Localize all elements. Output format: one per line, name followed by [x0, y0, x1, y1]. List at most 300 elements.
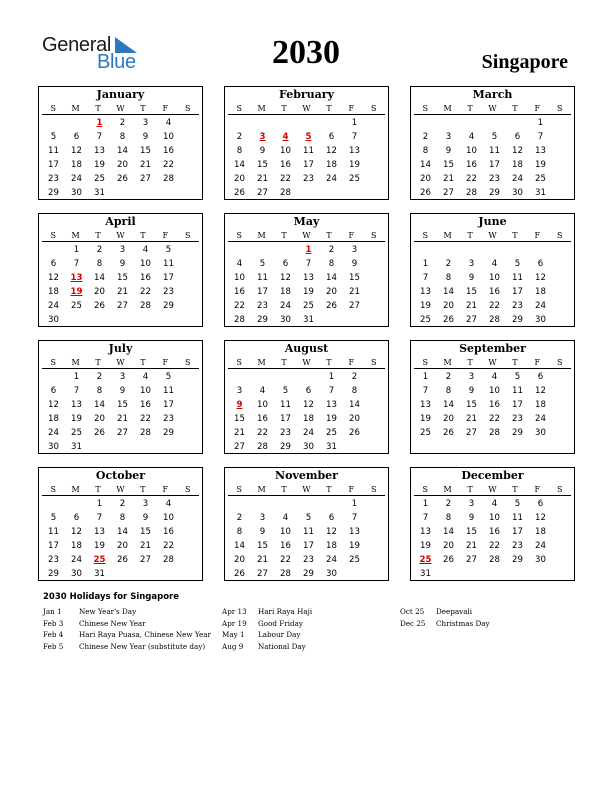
day-cell: 24: [535, 541, 546, 551]
day-cell: 28: [466, 188, 477, 198]
day-cell: 11: [48, 527, 59, 537]
day-cell: 12: [535, 273, 546, 283]
day-cell: 31: [303, 315, 314, 325]
day-cell: 12: [512, 146, 523, 156]
day-cell: 21: [466, 301, 477, 311]
weekday-label: W: [116, 358, 125, 367]
weekday-label: S: [557, 485, 563, 494]
weekday-label: M: [71, 231, 80, 240]
day-cell: 20: [349, 414, 360, 424]
empty-day-cell: [42, 116, 65, 130]
day-cell: 12: [280, 273, 291, 283]
month-title: February: [278, 88, 334, 101]
day-cell: 26: [234, 569, 245, 579]
day-cell: 29: [163, 301, 174, 311]
day-cell: 7: [96, 132, 103, 142]
holiday-item: [43, 629, 211, 641]
empty-day-cell: [414, 243, 437, 257]
day-cell: 9: [259, 527, 266, 537]
empty-day-cell: [274, 370, 297, 384]
day-cell: 20: [443, 541, 454, 551]
day-cell: 19: [349, 160, 360, 170]
holiday-name: Labour Day: [258, 630, 301, 639]
day-cell: 20: [234, 555, 245, 565]
day-cell: 30: [303, 442, 314, 452]
day-cell: 7: [73, 259, 80, 269]
weekday-label: M: [443, 231, 452, 240]
day-cell: 16: [140, 273, 151, 283]
day-cell: 20: [443, 301, 454, 311]
day-grid: [42, 370, 199, 454]
day-cell: 22: [280, 174, 291, 184]
day-cell: 2: [96, 245, 103, 255]
empty-day-cell: [42, 243, 65, 257]
day-cell: 8: [96, 386, 103, 396]
day-cell: 25: [420, 428, 431, 438]
weekday-label: S: [50, 104, 56, 113]
day-cell: 3: [142, 499, 149, 509]
day-cell: 21: [257, 555, 268, 565]
weekday-label: W: [116, 104, 125, 113]
day-cell: 20: [443, 414, 454, 424]
holiday-day-cell: 1: [96, 118, 103, 128]
day-cell: 31: [71, 442, 82, 452]
day-cell: 30: [48, 442, 59, 452]
holiday-day-cell: 5: [305, 132, 312, 142]
month-february: [224, 86, 389, 200]
weekday-label: T: [467, 485, 473, 494]
weekday-label: W: [488, 358, 497, 367]
weekday-label: M: [257, 485, 266, 494]
holiday-item: [222, 629, 312, 641]
weekday-label: T: [326, 104, 332, 113]
day-cell: 21: [443, 174, 454, 184]
weekday-label: T: [95, 231, 101, 240]
day-cell: 22: [489, 414, 500, 424]
day-cell: 16: [466, 160, 477, 170]
day-cell: 11: [303, 146, 314, 156]
holiday-item: [400, 618, 490, 630]
day-cell: 7: [422, 386, 429, 396]
weekday-label: T: [140, 485, 146, 494]
day-cell: 24: [71, 174, 82, 184]
holiday-date: Oct 25: [400, 607, 425, 616]
holiday-column: [400, 606, 490, 629]
day-cell: 3: [259, 513, 266, 523]
holiday-date: Aug 9: [222, 641, 244, 651]
day-cell: 29: [489, 188, 500, 198]
weekday-label: M: [257, 358, 266, 367]
day-cell: 9: [119, 386, 126, 396]
month-november: [224, 467, 389, 581]
day-cell: 2: [445, 372, 452, 382]
day-cell: 23: [512, 414, 523, 424]
day-cell: 16: [280, 160, 291, 170]
day-cell: 7: [73, 386, 80, 396]
day-cell: 6: [50, 386, 57, 396]
weekday-header-row: [42, 356, 199, 369]
day-cell: 9: [445, 146, 452, 156]
day-grid: [228, 370, 385, 454]
weekday-label: F: [348, 485, 355, 494]
weekday-label: S: [185, 485, 191, 494]
weekday-label: W: [488, 104, 497, 113]
day-cell: 23: [489, 174, 500, 184]
day-cell: 1: [422, 499, 429, 509]
day-cell: 26: [349, 428, 360, 438]
holiday-date: Apr 13: [222, 607, 247, 616]
day-cell: 6: [537, 372, 544, 382]
day-cell: 3: [468, 259, 475, 269]
month-title: March: [472, 88, 513, 101]
day-cell: 21: [466, 414, 477, 424]
day-cell: 8: [236, 527, 243, 537]
weekday-header-row: [42, 229, 199, 242]
day-cell: 15: [117, 400, 128, 410]
day-cell: 14: [117, 527, 128, 537]
day-cell: 18: [71, 160, 82, 170]
day-cell: 9: [468, 513, 475, 523]
empty-day-cell: [251, 116, 274, 130]
month-title: January: [96, 88, 145, 101]
day-cell: 30: [535, 315, 546, 325]
day-cell: 23: [163, 287, 174, 297]
day-cell: 18: [512, 160, 523, 170]
weekday-label: S: [50, 231, 56, 240]
day-cell: 31: [326, 442, 337, 452]
day-cell: 15: [466, 527, 477, 537]
weekday-header-row: [42, 483, 199, 496]
day-cell: 2: [119, 118, 126, 128]
weekday-label: S: [185, 358, 191, 367]
empty-day-cell: [414, 116, 437, 130]
holiday-date: Feb 3: [43, 618, 64, 628]
day-grid: [414, 497, 571, 581]
day-cell: 30: [512, 188, 523, 198]
day-cell: 27: [140, 174, 151, 184]
empty-day-cell: [320, 116, 343, 130]
day-cell: 8: [445, 386, 452, 396]
month-july: [38, 340, 203, 454]
weekday-label: S: [371, 231, 377, 240]
weekday-label: T: [95, 358, 101, 367]
month-june: [410, 213, 575, 327]
weekday-label: W: [302, 231, 311, 240]
holiday-date: Apr 19: [222, 618, 247, 628]
logo-text-general: General: [42, 34, 112, 56]
day-cell: 17: [512, 287, 523, 297]
day-cell: 18: [280, 287, 291, 297]
day-cell: 28: [489, 428, 500, 438]
day-cell: 31: [94, 188, 105, 198]
day-cell: 7: [422, 513, 429, 523]
weekday-label: T: [281, 485, 287, 494]
day-cell: 14: [349, 400, 360, 410]
weekday-label: S: [236, 485, 242, 494]
day-cell: 12: [48, 273, 59, 283]
day-cell: 4: [491, 372, 498, 382]
day-cell: 23: [303, 174, 314, 184]
day-cell: 18: [48, 287, 59, 297]
day-cell: 14: [234, 160, 245, 170]
day-cell: 7: [328, 386, 335, 396]
day-cell: 26: [117, 174, 128, 184]
day-cell: 16: [257, 414, 268, 424]
day-grid: [414, 370, 571, 440]
day-cell: 10: [257, 400, 268, 410]
day-cell: 5: [514, 259, 521, 269]
empty-day-cell: [297, 116, 320, 130]
day-cell: 24: [512, 174, 523, 184]
day-cell: 5: [514, 372, 521, 382]
weekday-label: S: [50, 485, 56, 494]
day-cell: 6: [73, 132, 80, 142]
day-cell: 26: [117, 555, 128, 565]
day-cell: 6: [328, 513, 335, 523]
day-cell: 26: [234, 188, 245, 198]
holiday-name: New Year's Day: [79, 607, 137, 616]
day-cell: 22: [466, 174, 477, 184]
day-cell: 25: [349, 174, 360, 184]
day-cell: 5: [491, 132, 498, 142]
day-cell: 17: [512, 400, 523, 410]
day-cell: 6: [537, 259, 544, 269]
day-cell: 5: [165, 372, 172, 382]
month-august: [224, 340, 389, 454]
day-cell: 8: [351, 386, 358, 396]
day-cell: 21: [117, 287, 128, 297]
day-cell: 7: [351, 513, 358, 523]
year-title: 2030: [272, 34, 340, 71]
holiday-date: May 1: [222, 630, 245, 639]
day-cell: 11: [163, 259, 174, 269]
day-grid: [42, 243, 199, 327]
day-cell: 4: [259, 386, 266, 396]
empty-day-cell: [460, 243, 483, 257]
day-cell: 27: [257, 188, 268, 198]
day-cell: 9: [351, 259, 358, 269]
empty-day-cell: [460, 116, 483, 130]
day-cell: 23: [48, 174, 59, 184]
day-cell: 20: [326, 287, 337, 297]
weekday-label: W: [302, 104, 311, 113]
holiday-item: [43, 606, 211, 618]
day-cell: 9: [259, 146, 266, 156]
weekday-label: S: [371, 358, 377, 367]
empty-day-cell: [297, 370, 320, 384]
day-cell: 13: [94, 146, 105, 156]
weekday-label: S: [185, 104, 191, 113]
weekday-label: W: [488, 231, 497, 240]
day-cell: 2: [119, 499, 126, 509]
empty-day-cell: [297, 497, 320, 511]
holiday-name: Good Friday: [258, 618, 303, 628]
empty-day-cell: [228, 243, 251, 257]
day-cell: 31: [94, 569, 105, 579]
day-cell: 11: [512, 273, 523, 283]
holiday-day-cell: 4: [282, 132, 289, 142]
day-cell: 19: [420, 301, 431, 311]
day-cell: 8: [445, 513, 452, 523]
day-cell: 19: [349, 541, 360, 551]
day-cell: 25: [94, 174, 105, 184]
day-cell: 1: [73, 245, 80, 255]
day-cell: 27: [466, 428, 477, 438]
empty-day-cell: [228, 116, 251, 130]
day-cell: 13: [535, 146, 546, 156]
weekday-label: M: [71, 104, 80, 113]
day-cell: 10: [489, 273, 500, 283]
day-cell: 4: [165, 118, 172, 128]
weekday-label: S: [371, 104, 377, 113]
day-cell: 5: [50, 132, 57, 142]
day-cell: 2: [96, 372, 103, 382]
day-cell: 7: [305, 259, 312, 269]
weekday-label: F: [534, 358, 541, 367]
holiday-name: Chinese New Year: [79, 618, 146, 628]
weekday-label: S: [236, 358, 242, 367]
day-cell: 2: [236, 513, 243, 523]
day-cell: 11: [163, 386, 174, 396]
day-cell: 29: [303, 569, 314, 579]
day-cell: 17: [303, 541, 314, 551]
month-march: [410, 86, 575, 200]
day-cell: 15: [140, 146, 151, 156]
weekday-label: S: [236, 104, 242, 113]
empty-day-cell: [437, 116, 460, 130]
day-cell: 10: [466, 146, 477, 156]
day-cell: 8: [328, 259, 335, 269]
day-cell: 19: [94, 160, 105, 170]
day-cell: 10: [489, 386, 500, 396]
day-cell: 28: [280, 569, 291, 579]
empty-day-cell: [529, 243, 552, 257]
weekday-label: S: [557, 358, 563, 367]
day-cell: 30: [71, 188, 82, 198]
day-cell: 26: [443, 428, 454, 438]
day-cell: 2: [445, 499, 452, 509]
day-cell: 5: [50, 513, 57, 523]
day-cell: 2: [236, 132, 243, 142]
weekday-label: T: [326, 358, 332, 367]
day-cell: 10: [140, 259, 151, 269]
day-cell: 12: [326, 146, 337, 156]
day-cell: 29: [163, 428, 174, 438]
day-cell: 31: [420, 569, 431, 579]
month-title: November: [275, 469, 338, 482]
day-grid: [42, 116, 199, 200]
day-cell: 5: [165, 245, 172, 255]
weekday-label: T: [281, 231, 287, 240]
day-cell: 14: [443, 400, 454, 410]
day-cell: 16: [489, 287, 500, 297]
day-cell: 27: [466, 315, 477, 325]
day-cell: 16: [163, 146, 174, 156]
day-cell: 1: [537, 118, 544, 128]
day-cell: 22: [163, 541, 174, 551]
weekday-label: T: [140, 231, 146, 240]
empty-day-cell: [320, 497, 343, 511]
month-title: December: [461, 469, 524, 482]
weekday-label: S: [371, 485, 377, 494]
day-cell: 1: [422, 372, 429, 382]
day-cell: 14: [94, 273, 105, 283]
empty-day-cell: [483, 116, 506, 130]
month-title: May: [293, 215, 320, 228]
day-cell: 15: [140, 527, 151, 537]
weekday-label: F: [162, 358, 169, 367]
day-grid: [228, 243, 385, 327]
day-cell: 17: [48, 160, 59, 170]
day-cell: 27: [257, 569, 268, 579]
day-cell: 22: [140, 414, 151, 424]
day-cell: 3: [119, 245, 126, 255]
day-cell: 11: [512, 386, 523, 396]
empty-day-cell: [228, 497, 251, 511]
day-cell: 18: [326, 541, 337, 551]
day-cell: 18: [303, 414, 314, 424]
day-cell: 29: [257, 315, 268, 325]
day-cell: 18: [535, 287, 546, 297]
day-cell: 13: [420, 400, 431, 410]
day-cell: 29: [512, 428, 523, 438]
holiday-name: National Day: [258, 641, 306, 651]
holiday-item: [222, 641, 312, 653]
day-cell: 16: [489, 400, 500, 410]
day-cell: 29: [512, 315, 523, 325]
day-cell: 16: [234, 287, 245, 297]
day-cell: 13: [349, 527, 360, 537]
weekday-label: T: [326, 231, 332, 240]
day-cell: 16: [140, 400, 151, 410]
holiday-day-cell: 9: [236, 400, 243, 410]
day-cell: 28: [234, 315, 245, 325]
weekday-label: S: [557, 104, 563, 113]
day-cell: 23: [512, 541, 523, 551]
day-cell: 4: [236, 259, 243, 269]
day-cell: 25: [71, 428, 82, 438]
day-cell: 30: [535, 555, 546, 565]
day-cell: 19: [71, 414, 82, 424]
day-cell: 1: [328, 372, 335, 382]
day-cell: 19: [535, 160, 546, 170]
day-cell: 3: [445, 132, 452, 142]
day-cell: 1: [351, 499, 358, 509]
weekday-label: F: [162, 104, 169, 113]
weekday-label: F: [162, 485, 169, 494]
holiday-day-cell: 3: [259, 132, 266, 142]
holiday-item: [222, 606, 312, 618]
day-cell: 16: [280, 541, 291, 551]
day-cell: 30: [48, 315, 59, 325]
day-cell: 24: [71, 555, 82, 565]
day-cell: 11: [303, 527, 314, 537]
weekday-label: F: [534, 231, 541, 240]
empty-day-cell: [251, 497, 274, 511]
day-cell: 11: [512, 513, 523, 523]
day-cell: 13: [326, 400, 337, 410]
day-cell: 22: [257, 428, 268, 438]
day-cell: 9: [468, 386, 475, 396]
weekday-label: M: [443, 104, 452, 113]
day-cell: 26: [420, 188, 431, 198]
day-cell: 28: [163, 555, 174, 565]
day-cell: 30: [326, 569, 337, 579]
day-cell: 23: [512, 301, 523, 311]
day-cell: 10: [163, 513, 174, 523]
day-cell: 17: [489, 160, 500, 170]
weekday-label: T: [140, 358, 146, 367]
